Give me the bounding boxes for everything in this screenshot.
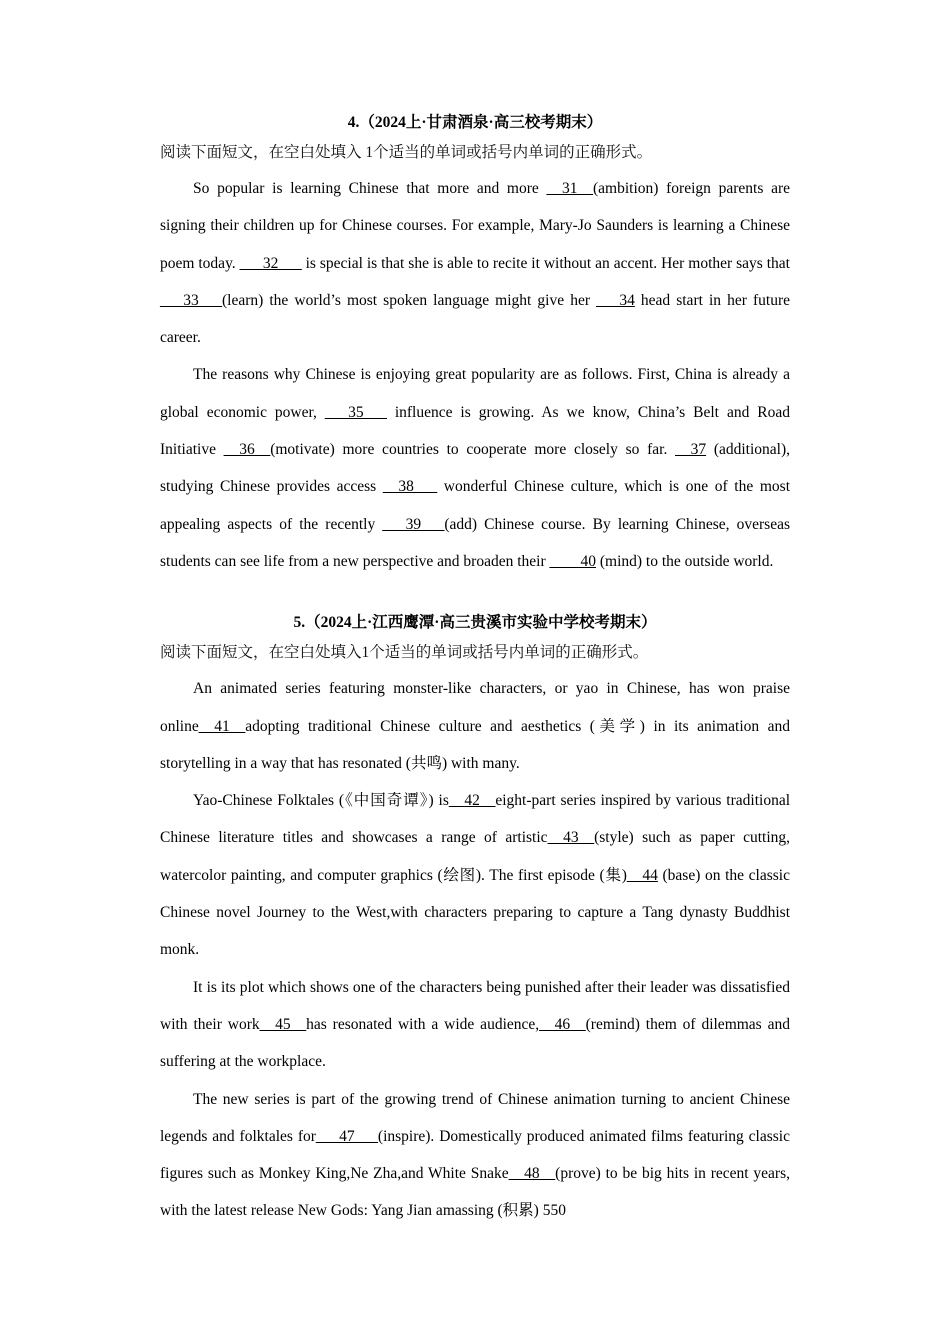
answer-blank[interactable]: __48__ <box>508 1165 556 1183</box>
answer-blank[interactable]: ____40 <box>549 552 596 570</box>
answer-blank[interactable]: __42__ <box>448 792 496 810</box>
document-page <box>160 110 790 1230</box>
passage-text: The new series is part of the growing trend of Chinese animation turning to ancient Chinese legends and folktales for <box>160 1090 790 1145</box>
passage-paragraph <box>160 170 790 356</box>
answer-blank[interactable]: __41__ <box>198 717 246 735</box>
passage-text: is special is that she is able to recite it without an accent. Her mother says that <box>301 254 790 272</box>
passage-text: (learn) the world’s most spoken language might give her <box>222 291 597 309</box>
passage-text: adopting traditional Chinese culture and aesthetics (美学) in its animation and storytelling in a way that has resonated (共鸣) with many. <box>160 717 790 772</box>
answer-blank[interactable]: ___35___ <box>324 403 387 421</box>
passage-text: wonderful Chinese culture, which is one of the most appealing aspects of the recently <box>160 478 791 533</box>
passage-text: head start in her future career. <box>160 291 790 347</box>
answer-blank[interactable]: ___32___ <box>239 254 302 272</box>
passage-paragraph <box>160 969 790 1081</box>
answer-blank[interactable]: __46__ <box>539 1015 586 1033</box>
passage-text: influence is growing. As we know, China’s Belt and Road Initiative <box>160 403 790 459</box>
passage-text: (additional), studying Chinese provides access <box>160 441 790 496</box>
answer-blank[interactable]: __45__ <box>259 1015 307 1033</box>
answer-blank[interactable]: ___34 <box>596 291 635 309</box>
answer-blank[interactable]: __37 <box>675 441 707 459</box>
passage-text: (inspire). Domestically produced animated films featuring classic figures such as Monkey King,Ne Zha,and White Snake <box>160 1127 790 1183</box>
passage-text: An animated series featuring monster-like characters, or yao in Chinese, has won praise online <box>160 680 790 735</box>
passage-text: eight-part series inspired by various traditional Chinese literature titles and showcases a range of artistic <box>160 792 790 847</box>
answer-blank[interactable]: __31__ <box>546 180 593 197</box>
question-5 <box>160 610 790 1229</box>
passage-text: (motivate) more countries to cooperate more closely so far. <box>270 441 676 459</box>
passage-text: (prove) to be big hits in recent years, with the latest release New Gods: Yang Jian amassing (积累) 550 <box>160 1165 790 1220</box>
answer-blank[interactable]: ___33___ <box>160 291 222 309</box>
passage-text: The reasons why Chinese is enjoying great popularity are as follows. First, China is already a global economic power, <box>160 366 790 421</box>
passage-text: (add) Chinese course. By learning Chinese, overseas students can see life from a new perspective and broaden their <box>160 515 790 570</box>
passage-paragraph <box>160 356 790 580</box>
answer-blank[interactable]: __36__ <box>223 441 271 459</box>
passage-paragraph <box>160 1081 790 1230</box>
question-instruction: 阅读下面短文，在空白处填入1个适当的单词或括号内单词的正确形式。 <box>160 644 649 662</box>
answer-blank[interactable]: ___39___ <box>382 515 445 533</box>
passage-text: (remind) them of dilemmas and suffering at the workplace. <box>160 1015 790 1071</box>
passage-paragraph <box>160 782 790 968</box>
passage-text: (base) on the classic Chinese novel Journey to the West,with characters preparing to capture a Tang dynasty Buddhist monk. <box>160 866 790 959</box>
passage-text: (style) such as paper cutting, watercolor painting, and computer graphics (绘图). The first episode (集) <box>160 829 790 884</box>
passage-text: (mind) to the outside world. <box>596 552 774 570</box>
question-list <box>160 110 790 1230</box>
answer-blank[interactable]: __44 <box>626 866 658 884</box>
question-instruction: 阅读下面短文，在空白处填入 1个适当的单词或括号内单词的正确形式。 <box>160 144 653 161</box>
question-4 <box>160 110 790 580</box>
question-title: 4.（2024上·甘肃酒泉·高三校考期末） <box>347 114 603 131</box>
answer-blank[interactable]: __43__ <box>547 829 595 847</box>
passage-paragraph <box>160 670 790 782</box>
answer-blank[interactable]: ___47___ <box>315 1127 378 1145</box>
passage-text: So popular is learning Chinese that more and more <box>193 180 547 197</box>
passage-text: (ambition) foreign parents are signing their children up for Chinese courses. For example, Mary-Jo Saunders is learning a Chinese poem today. <box>160 180 791 272</box>
question-title: 5.（2024上·江西鹰潭·高三贵溪市实验中学校考期末） <box>293 614 657 632</box>
passage-text: It is its plot which shows one of the characters being punished after their leader was dissatisfied with their work <box>160 978 790 1033</box>
passage-text: has resonated with a wide audience, <box>306 1015 540 1033</box>
answer-blank[interactable]: __38___ <box>382 478 438 496</box>
section-gap <box>160 580 790 610</box>
passage-text: Yao-Chinese Folktales (《中国奇谭》) is <box>193 792 449 810</box>
